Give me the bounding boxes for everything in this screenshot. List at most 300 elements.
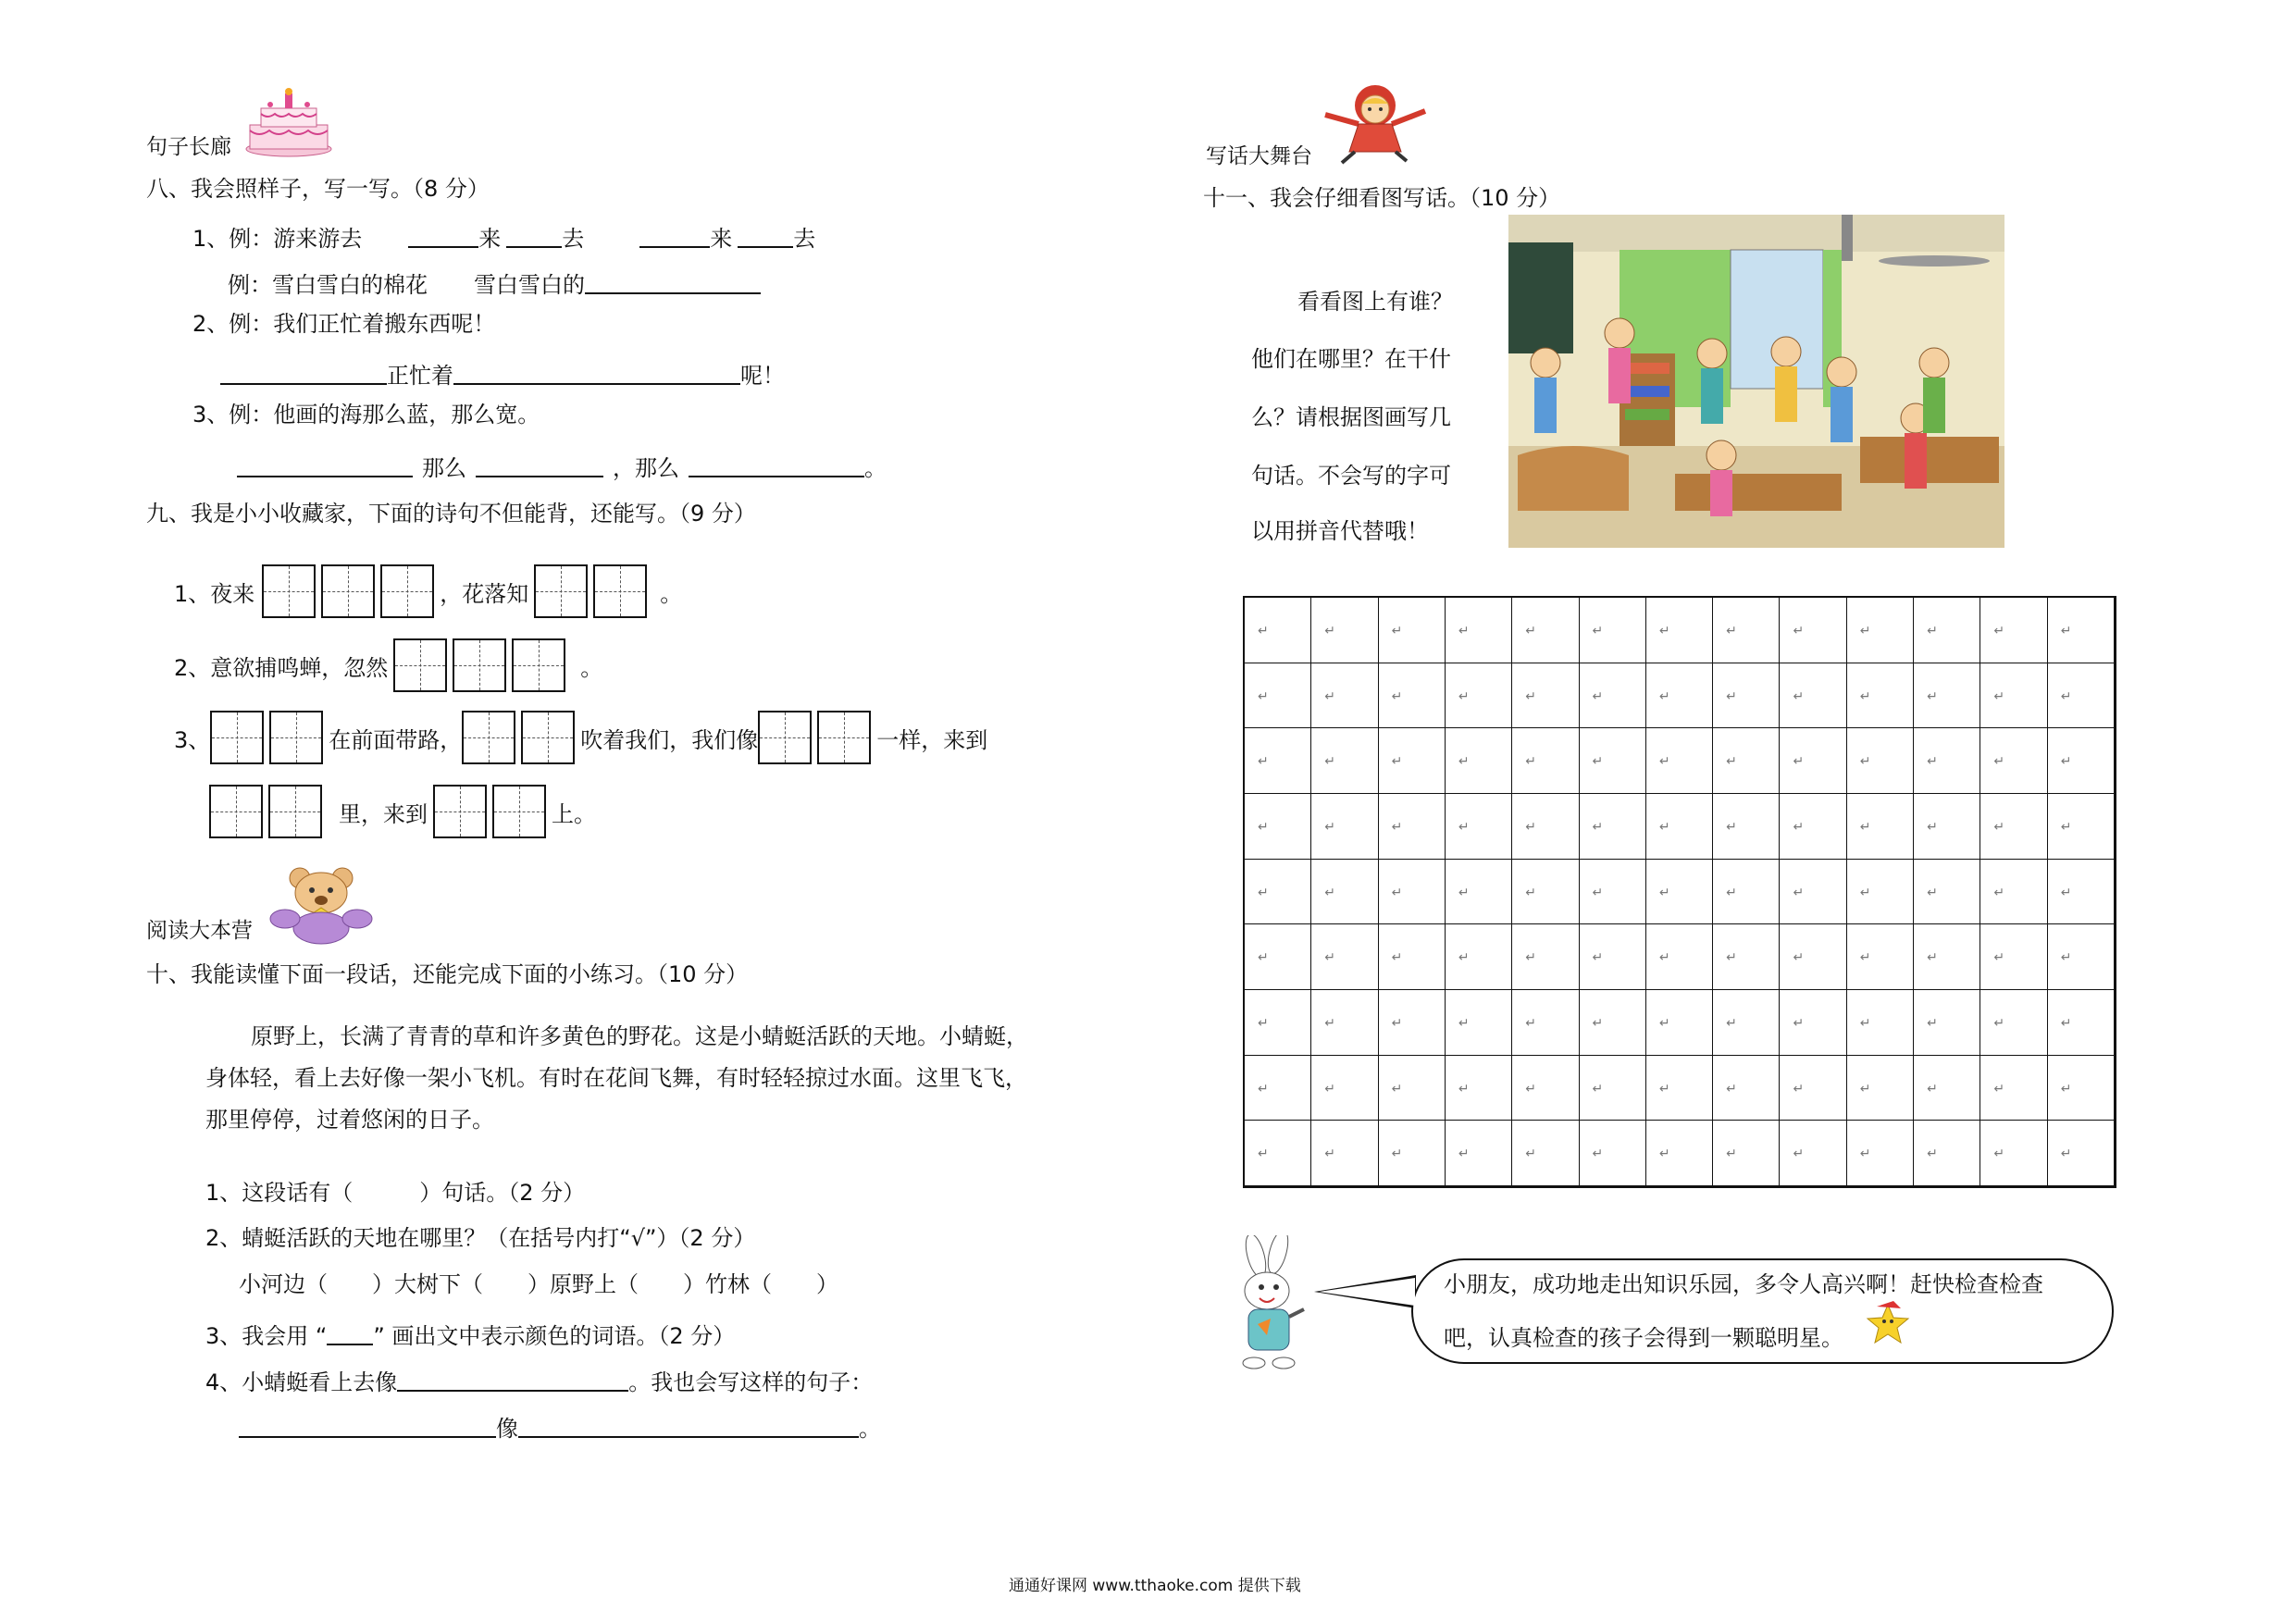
girl-character-icon xyxy=(1322,81,1433,167)
writing-box[interactable] xyxy=(817,711,871,764)
prompt-line: 他们在哪里？在干什 xyxy=(1251,346,1451,372)
grid-cell[interactable] xyxy=(1713,1056,1780,1121)
grid-cell[interactable] xyxy=(1980,1056,2047,1121)
writing-box[interactable] xyxy=(512,638,565,692)
grid-cell[interactable] xyxy=(1980,794,2047,860)
return-mark: ↵ xyxy=(1993,1081,2005,1096)
grid-cell[interactable] xyxy=(1512,860,1579,925)
grid-cell[interactable] xyxy=(1847,598,1914,663)
grid-cell[interactable] xyxy=(1512,663,1579,729)
answer-blank[interactable] xyxy=(220,363,387,385)
grid-cell[interactable] xyxy=(1580,1056,1646,1121)
writing-box[interactable] xyxy=(209,785,263,838)
grid-cell[interactable] xyxy=(1980,728,2047,794)
grid-cell[interactable] xyxy=(1311,990,1378,1056)
return-mark: ↵ xyxy=(1258,950,1269,966)
q8-item-2: 2、例：我们正忙着搬东西呢！ xyxy=(192,311,496,337)
poem-line-3: 3、 在前面带路， 吹着我们，我们像 一样，来到 xyxy=(174,711,987,764)
return-mark: ↵ xyxy=(1458,1146,1470,1162)
answer-blank[interactable] xyxy=(585,272,761,294)
grid-cell[interactable] xyxy=(1580,728,1646,794)
reading-q4-answer: 像 。 xyxy=(239,1410,881,1443)
answer-blank[interactable] xyxy=(738,226,793,248)
return-mark: ↵ xyxy=(1726,754,1737,770)
return-mark: ↵ xyxy=(1859,1015,1871,1031)
grid-cell[interactable] xyxy=(2048,663,2115,729)
grid-cell[interactable] xyxy=(1512,728,1579,794)
classroom-illustration xyxy=(1508,215,2004,548)
grid-cell[interactable] xyxy=(1311,1121,1378,1186)
grid-cell[interactable] xyxy=(1914,990,1980,1056)
return-mark: ↵ xyxy=(2060,1146,2072,1162)
grid-cell[interactable] xyxy=(1847,990,1914,1056)
q8-item-2-answer: 正忙着 呢！ xyxy=(220,357,785,390)
grid-cell[interactable] xyxy=(1980,924,2047,990)
grid-cell[interactable] xyxy=(1245,794,1311,860)
grid-cell[interactable] xyxy=(1646,924,1713,990)
return-mark: ↵ xyxy=(1793,624,1805,638)
writing-box[interactable] xyxy=(268,785,322,838)
return-mark: ↵ xyxy=(1726,624,1737,638)
return-mark: ↵ xyxy=(1391,754,1403,770)
return-mark: ↵ xyxy=(1793,1015,1805,1031)
return-mark: ↵ xyxy=(1859,754,1871,770)
reading-q2-options: 小河边（ ）大树下（ ）原野上（ ）竹林（ ） xyxy=(239,1271,838,1297)
grid-cell[interactable] xyxy=(1245,1121,1311,1186)
grid-cell[interactable] xyxy=(2048,1056,2115,1121)
grid-cell[interactable] xyxy=(1245,663,1311,729)
grid-cell[interactable] xyxy=(1847,663,1914,729)
return-mark: ↵ xyxy=(1993,688,2005,704)
return-mark: ↵ xyxy=(1592,1146,1604,1162)
grid-cell[interactable] xyxy=(1780,924,1846,990)
grid-cell[interactable] xyxy=(1311,663,1378,729)
grid-cell[interactable] xyxy=(1379,794,1446,860)
answer-blank[interactable] xyxy=(476,455,603,477)
grid-cell[interactable] xyxy=(1580,663,1646,729)
grid-cell[interactable] xyxy=(1512,990,1579,1056)
q8-item-1: 1、例：游来游去 来 去 来 去 xyxy=(192,226,816,252)
grid-cell[interactable] xyxy=(1980,1121,2047,1186)
writing-box[interactable] xyxy=(393,638,447,692)
grid-cell[interactable] xyxy=(1446,860,1512,925)
return-mark: ↵ xyxy=(1391,624,1403,638)
return-mark: ↵ xyxy=(1927,624,1938,638)
grid-cell[interactable] xyxy=(1446,598,1512,663)
grid-cell[interactable] xyxy=(1914,860,1980,925)
grid-cell[interactable] xyxy=(1512,598,1579,663)
grid-cell[interactable] xyxy=(2048,924,2115,990)
answer-blank[interactable] xyxy=(518,1416,859,1438)
grid-cell[interactable] xyxy=(2048,990,2115,1056)
return-mark: ↵ xyxy=(1726,1081,1737,1096)
grid-cell[interactable] xyxy=(1780,598,1846,663)
grid-cell[interactable] xyxy=(2048,794,2115,860)
grid-cell[interactable] xyxy=(1446,990,1512,1056)
return-mark: ↵ xyxy=(1525,1146,1536,1162)
grid-cell[interactable] xyxy=(1780,663,1846,729)
grid-cell[interactable] xyxy=(1512,794,1579,860)
return-mark: ↵ xyxy=(1324,819,1336,835)
grid-cell[interactable] xyxy=(1311,860,1378,925)
grid-cell[interactable] xyxy=(1847,924,1914,990)
section-title-sentences: 句子长廊 xyxy=(146,135,231,159)
return-mark: ↵ xyxy=(1391,1015,1403,1031)
return-mark: ↵ xyxy=(1458,885,1470,900)
return-mark: ↵ xyxy=(1793,1081,1805,1096)
grid-cell[interactable] xyxy=(1914,1056,1980,1121)
grid-cell[interactable] xyxy=(1446,728,1512,794)
grid-cell[interactable] xyxy=(1512,924,1579,990)
return-mark: ↵ xyxy=(1391,819,1403,835)
grid-cell[interactable] xyxy=(1847,728,1914,794)
writing-box[interactable] xyxy=(433,785,487,838)
writing-box[interactable] xyxy=(262,564,316,618)
grid-cell[interactable] xyxy=(1311,728,1378,794)
return-mark: ↵ xyxy=(1726,1015,1737,1031)
answer-blank[interactable] xyxy=(408,226,478,248)
return-mark: ↵ xyxy=(1993,950,2005,966)
return-mark: ↵ xyxy=(1726,688,1737,704)
grid-cell[interactable] xyxy=(1446,1121,1512,1186)
return-mark: ↵ xyxy=(1525,950,1536,966)
grid-cell[interactable] xyxy=(1847,860,1914,925)
return-mark: ↵ xyxy=(1258,1015,1269,1031)
return-mark: ↵ xyxy=(1258,1081,1269,1096)
writing-box[interactable] xyxy=(321,564,375,618)
return-mark: ↵ xyxy=(1658,1081,1670,1096)
writing-box[interactable] xyxy=(269,711,323,764)
return-mark: ↵ xyxy=(1793,885,1805,900)
return-mark: ↵ xyxy=(1993,754,2005,770)
grid-cell[interactable] xyxy=(1914,728,1980,794)
grid-cell[interactable] xyxy=(1580,860,1646,925)
return-mark: ↵ xyxy=(1525,688,1536,704)
return-mark: ↵ xyxy=(1927,1146,1938,1162)
answer-blank[interactable] xyxy=(639,226,710,248)
return-mark: ↵ xyxy=(2060,950,2072,966)
return-mark: ↵ xyxy=(1658,950,1670,966)
teddy-bear-icon xyxy=(267,865,376,945)
underline-sample xyxy=(327,1323,373,1345)
return-mark: ↵ xyxy=(1993,1146,2005,1162)
grid-cell[interactable] xyxy=(2048,728,2115,794)
grid-cell[interactable] xyxy=(1847,1056,1914,1121)
grid-cell[interactable] xyxy=(1446,924,1512,990)
return-mark: ↵ xyxy=(1525,1015,1536,1031)
question-9-title: 九、我是小小收藏家，下面的诗句不但能背，还能写。（9 分） xyxy=(146,501,756,527)
grid-cell[interactable] xyxy=(1512,1121,1579,1186)
answer-blank[interactable] xyxy=(506,226,562,248)
grid-cell[interactable] xyxy=(1847,1121,1914,1186)
return-mark: ↵ xyxy=(1458,1015,1470,1031)
return-mark: ↵ xyxy=(1658,688,1670,704)
return-mark: ↵ xyxy=(1793,819,1805,835)
grid-cell[interactable] xyxy=(2048,860,2115,925)
return-mark: ↵ xyxy=(1927,1081,1938,1096)
return-mark: ↵ xyxy=(1592,950,1604,966)
return-mark: ↵ xyxy=(1993,1015,2005,1031)
return-mark: ↵ xyxy=(1324,1081,1336,1096)
grid-cell[interactable] xyxy=(1980,990,2047,1056)
writing-box[interactable] xyxy=(462,711,515,764)
return-mark: ↵ xyxy=(2060,1015,2072,1031)
return-mark: ↵ xyxy=(1391,950,1403,966)
return-mark: ↵ xyxy=(1927,885,1938,900)
return-mark: ↵ xyxy=(1324,688,1336,704)
bubble-text-line-2: 吧，认真检查的孩子会得到一颗聪明星。 xyxy=(1444,1325,1843,1351)
return-mark: ↵ xyxy=(1658,819,1670,835)
return-mark: ↵ xyxy=(1391,1081,1403,1096)
reading-q1: 1、这段话有（ ）句话。（2 分） xyxy=(205,1180,586,1206)
return-mark: ↵ xyxy=(1592,1081,1604,1096)
grid-cell[interactable] xyxy=(1646,794,1713,860)
grid-cell[interactable] xyxy=(1980,860,2047,925)
passage-line-1: 原野上，长满了青青的草和许多黄色的野花。这是小蜻蜓活跃的天地。小蜻蜓， xyxy=(251,1023,1028,1049)
q8-item-1-example-2: 例：雪白雪白的棉花 雪白雪白的 xyxy=(228,266,761,299)
star-icon xyxy=(1862,1299,1914,1345)
return-mark: ↵ xyxy=(1324,950,1336,966)
writing-box[interactable] xyxy=(453,638,506,692)
grid-cell[interactable] xyxy=(1780,728,1846,794)
return-mark: ↵ xyxy=(1391,885,1403,900)
return-mark: ↵ xyxy=(1658,1015,1670,1031)
return-mark: ↵ xyxy=(1258,1146,1269,1162)
return-mark: ↵ xyxy=(1458,688,1470,704)
grid-cell[interactable] xyxy=(1646,1121,1713,1186)
return-mark: ↵ xyxy=(1726,885,1737,900)
return-mark: ↵ xyxy=(1859,688,1871,704)
return-mark: ↵ xyxy=(1726,950,1737,966)
return-mark: ↵ xyxy=(1726,1146,1737,1162)
grid-cell[interactable] xyxy=(1379,924,1446,990)
return-mark: ↵ xyxy=(1592,754,1604,770)
return-mark: ↵ xyxy=(1525,885,1536,900)
answer-blank[interactable] xyxy=(397,1369,628,1392)
prompt-line: 句话。不会写的字可 xyxy=(1251,463,1451,489)
return-mark: ↵ xyxy=(1391,688,1403,704)
grid-cell[interactable] xyxy=(1379,1121,1446,1186)
return-mark: ↵ xyxy=(1927,1015,1938,1031)
grid-cell[interactable] xyxy=(1847,794,1914,860)
return-mark: ↵ xyxy=(1658,885,1670,900)
grid-cell[interactable] xyxy=(2048,598,2115,663)
return-mark: ↵ xyxy=(1658,1146,1670,1162)
grid-cell[interactable] xyxy=(1646,990,1713,1056)
grid-cell[interactable] xyxy=(1780,1121,1846,1186)
poem-line-3-cont: 里，来到 上。 xyxy=(209,785,596,838)
return-mark: ↵ xyxy=(1927,950,1938,966)
grid-cell[interactable] xyxy=(1914,924,1980,990)
return-mark: ↵ xyxy=(1859,1081,1871,1096)
return-mark: ↵ xyxy=(1993,819,2005,835)
grid-cell[interactable] xyxy=(1646,1056,1713,1121)
answer-blank[interactable] xyxy=(689,455,864,477)
grid-cell[interactable] xyxy=(1245,924,1311,990)
grid-cell[interactable] xyxy=(1245,860,1311,925)
return-mark: ↵ xyxy=(1324,1015,1336,1031)
grid-cell[interactable] xyxy=(1379,1056,1446,1121)
grid-cell[interactable] xyxy=(1379,663,1446,729)
grid-cell[interactable] xyxy=(1446,794,1512,860)
grid-cell[interactable] xyxy=(1311,794,1378,860)
writing-box[interactable] xyxy=(492,785,546,838)
grid-cell[interactable] xyxy=(1379,990,1446,1056)
grid-cell[interactable] xyxy=(1580,1121,1646,1186)
q8-item-3-answer: 那么 ，那么 。 xyxy=(237,450,887,482)
grid-cell[interactable] xyxy=(1780,990,1846,1056)
return-mark: ↵ xyxy=(1458,624,1470,638)
grid-cell[interactable] xyxy=(1245,1056,1311,1121)
answer-blank[interactable] xyxy=(237,455,413,477)
grid-cell[interactable] xyxy=(1713,794,1780,860)
question-8-title: 八、我会照样子，写一写。（8 分） xyxy=(146,176,490,202)
return-mark: ↵ xyxy=(1324,885,1336,900)
grid-cell[interactable] xyxy=(1245,728,1311,794)
return-mark: ↵ xyxy=(1525,819,1536,835)
grid-cell[interactable] xyxy=(1646,663,1713,729)
grid-cell[interactable] xyxy=(1311,598,1378,663)
grid-cell[interactable] xyxy=(1379,728,1446,794)
return-mark: ↵ xyxy=(1658,754,1670,770)
reading-q4: 4、小蜻蜓看上去像 。我也会写这样的句子： xyxy=(205,1369,874,1395)
grid-cell[interactable] xyxy=(1914,663,1980,729)
return-mark: ↵ xyxy=(1258,688,1269,704)
answer-blank[interactable] xyxy=(239,1416,496,1438)
return-mark: ↵ xyxy=(1592,885,1604,900)
return-mark: ↵ xyxy=(2060,1081,2072,1096)
return-mark: ↵ xyxy=(1525,754,1536,770)
question-11-title: 十一、我会仔细看图写话。（10 分） xyxy=(1203,185,1561,211)
return-mark: ↵ xyxy=(1525,624,1536,638)
return-mark: ↵ xyxy=(1258,754,1269,770)
answer-blank[interactable] xyxy=(453,363,740,385)
return-mark: ↵ xyxy=(1592,624,1604,638)
prompt-line: 么？请根据图画写几 xyxy=(1251,404,1451,430)
grid-cell[interactable] xyxy=(1713,924,1780,990)
return-mark: ↵ xyxy=(2060,885,2072,900)
return-mark: ↵ xyxy=(1927,688,1938,704)
return-mark: ↵ xyxy=(1324,754,1336,770)
grid-cell[interactable] xyxy=(1245,990,1311,1056)
passage-line-2: 身体轻，看上去好像一架小飞机。有时在花间飞舞，有时轻轻掠过水面。这里飞飞， xyxy=(205,1065,1027,1091)
writing-box[interactable] xyxy=(210,711,264,764)
grid-cell[interactable] xyxy=(1713,860,1780,925)
grid-cell[interactable] xyxy=(1980,663,2047,729)
return-mark: ↵ xyxy=(1927,819,1938,835)
return-mark: ↵ xyxy=(2060,624,2072,638)
grid-cell[interactable] xyxy=(1580,598,1646,663)
return-mark: ↵ xyxy=(1592,688,1604,704)
return-mark: ↵ xyxy=(1391,1146,1403,1162)
writing-box[interactable] xyxy=(380,564,434,618)
grid-cell[interactable] xyxy=(1713,1121,1780,1186)
return-mark: ↵ xyxy=(1258,624,1269,638)
return-mark: ↵ xyxy=(1258,885,1269,900)
return-mark: ↵ xyxy=(1658,624,1670,638)
grid-cell[interactable] xyxy=(1580,924,1646,990)
poem-line-2: 2、意欲捕鸣蝉，忽然 。 xyxy=(174,638,602,692)
grid-cell[interactable] xyxy=(1713,990,1780,1056)
return-mark: ↵ xyxy=(1793,950,1805,966)
return-mark: ↵ xyxy=(1859,950,1871,966)
return-mark: ↵ xyxy=(1993,624,2005,638)
grid-cell[interactable] xyxy=(1311,1056,1378,1121)
return-mark: ↵ xyxy=(1993,885,2005,900)
grid-cell[interactable] xyxy=(1512,1056,1579,1121)
grid-cell[interactable] xyxy=(1446,663,1512,729)
grid-cell[interactable] xyxy=(1311,924,1378,990)
return-mark: ↵ xyxy=(1458,1081,1470,1096)
grid-cell[interactable] xyxy=(1580,990,1646,1056)
grid-cell[interactable] xyxy=(1580,794,1646,860)
return-mark: ↵ xyxy=(1258,819,1269,835)
grid-cell[interactable] xyxy=(1780,860,1846,925)
writing-box[interactable] xyxy=(593,564,647,618)
grid-cell[interactable] xyxy=(1245,598,1311,663)
grid-cell[interactable] xyxy=(1980,598,2047,663)
grid-cell[interactable] xyxy=(1379,860,1446,925)
grid-cell[interactable] xyxy=(1780,794,1846,860)
reading-q3: 3、我会用 “ ” 画出文中表示颜色的词语。（2 分） xyxy=(205,1323,736,1349)
grid-cell[interactable] xyxy=(1646,860,1713,925)
question-10-title: 十、我能读懂下面一段话，还能完成下面的小练习。（10 分） xyxy=(146,961,749,987)
return-mark: ↵ xyxy=(2060,688,2072,704)
return-mark: ↵ xyxy=(1525,1081,1536,1096)
grid-cell[interactable] xyxy=(1646,598,1713,663)
grid-cell[interactable] xyxy=(1446,1056,1512,1121)
writing-grid xyxy=(1243,596,2116,1188)
section-title-reading: 阅读大本营 xyxy=(146,919,253,943)
grid-cell[interactable] xyxy=(1914,794,1980,860)
grid-cell[interactable] xyxy=(1646,728,1713,794)
return-mark: ↵ xyxy=(1592,819,1604,835)
bubble-text-line-1: 小朋友，成功地走出知识乐园，多令人高兴啊！赶快检查检查 xyxy=(1444,1271,2043,1297)
return-mark: ↵ xyxy=(1793,1146,1805,1162)
prompt-line: 看看图上有谁？ xyxy=(1297,289,1453,315)
return-mark: ↵ xyxy=(1592,1015,1604,1031)
grid-cell[interactable] xyxy=(2048,1121,2115,1186)
passage-line-3: 那里停停，过着悠闲的日子。 xyxy=(205,1107,494,1133)
grid-cell[interactable] xyxy=(1713,663,1780,729)
rabbit-icon xyxy=(1226,1235,1314,1374)
writing-box[interactable] xyxy=(521,711,575,764)
grid-cell[interactable] xyxy=(1780,1056,1846,1121)
grid-cell[interactable] xyxy=(1914,1121,1980,1186)
grid-cell[interactable] xyxy=(1713,728,1780,794)
grid-cell[interactable] xyxy=(1914,598,1980,663)
return-mark: ↵ xyxy=(1458,950,1470,966)
return-mark: ↵ xyxy=(1859,885,1871,900)
return-mark: ↵ xyxy=(1859,819,1871,835)
return-mark: ↵ xyxy=(2060,754,2072,770)
grid-cell[interactable] xyxy=(1379,598,1446,663)
return-mark: ↵ xyxy=(1927,754,1938,770)
section-title-writing: 写话大舞台 xyxy=(1206,144,1312,168)
grid-cell[interactable] xyxy=(1713,598,1780,663)
return-mark: ↵ xyxy=(1324,624,1336,638)
writing-box[interactable] xyxy=(534,564,588,618)
return-mark: ↵ xyxy=(1793,754,1805,770)
return-mark: ↵ xyxy=(2060,819,2072,835)
prompt-line: 以用拼音代替哦！ xyxy=(1251,518,1429,544)
return-mark: ↵ xyxy=(1859,624,1871,638)
writing-box[interactable] xyxy=(758,711,812,764)
poem-line-1: 1、夜来 ，花落知 。 xyxy=(174,564,682,618)
return-mark: ↵ xyxy=(1458,819,1470,835)
cake-icon xyxy=(242,88,335,158)
q8-item-3: 3、例：他画的海那么蓝，那么宽。 xyxy=(192,402,540,427)
